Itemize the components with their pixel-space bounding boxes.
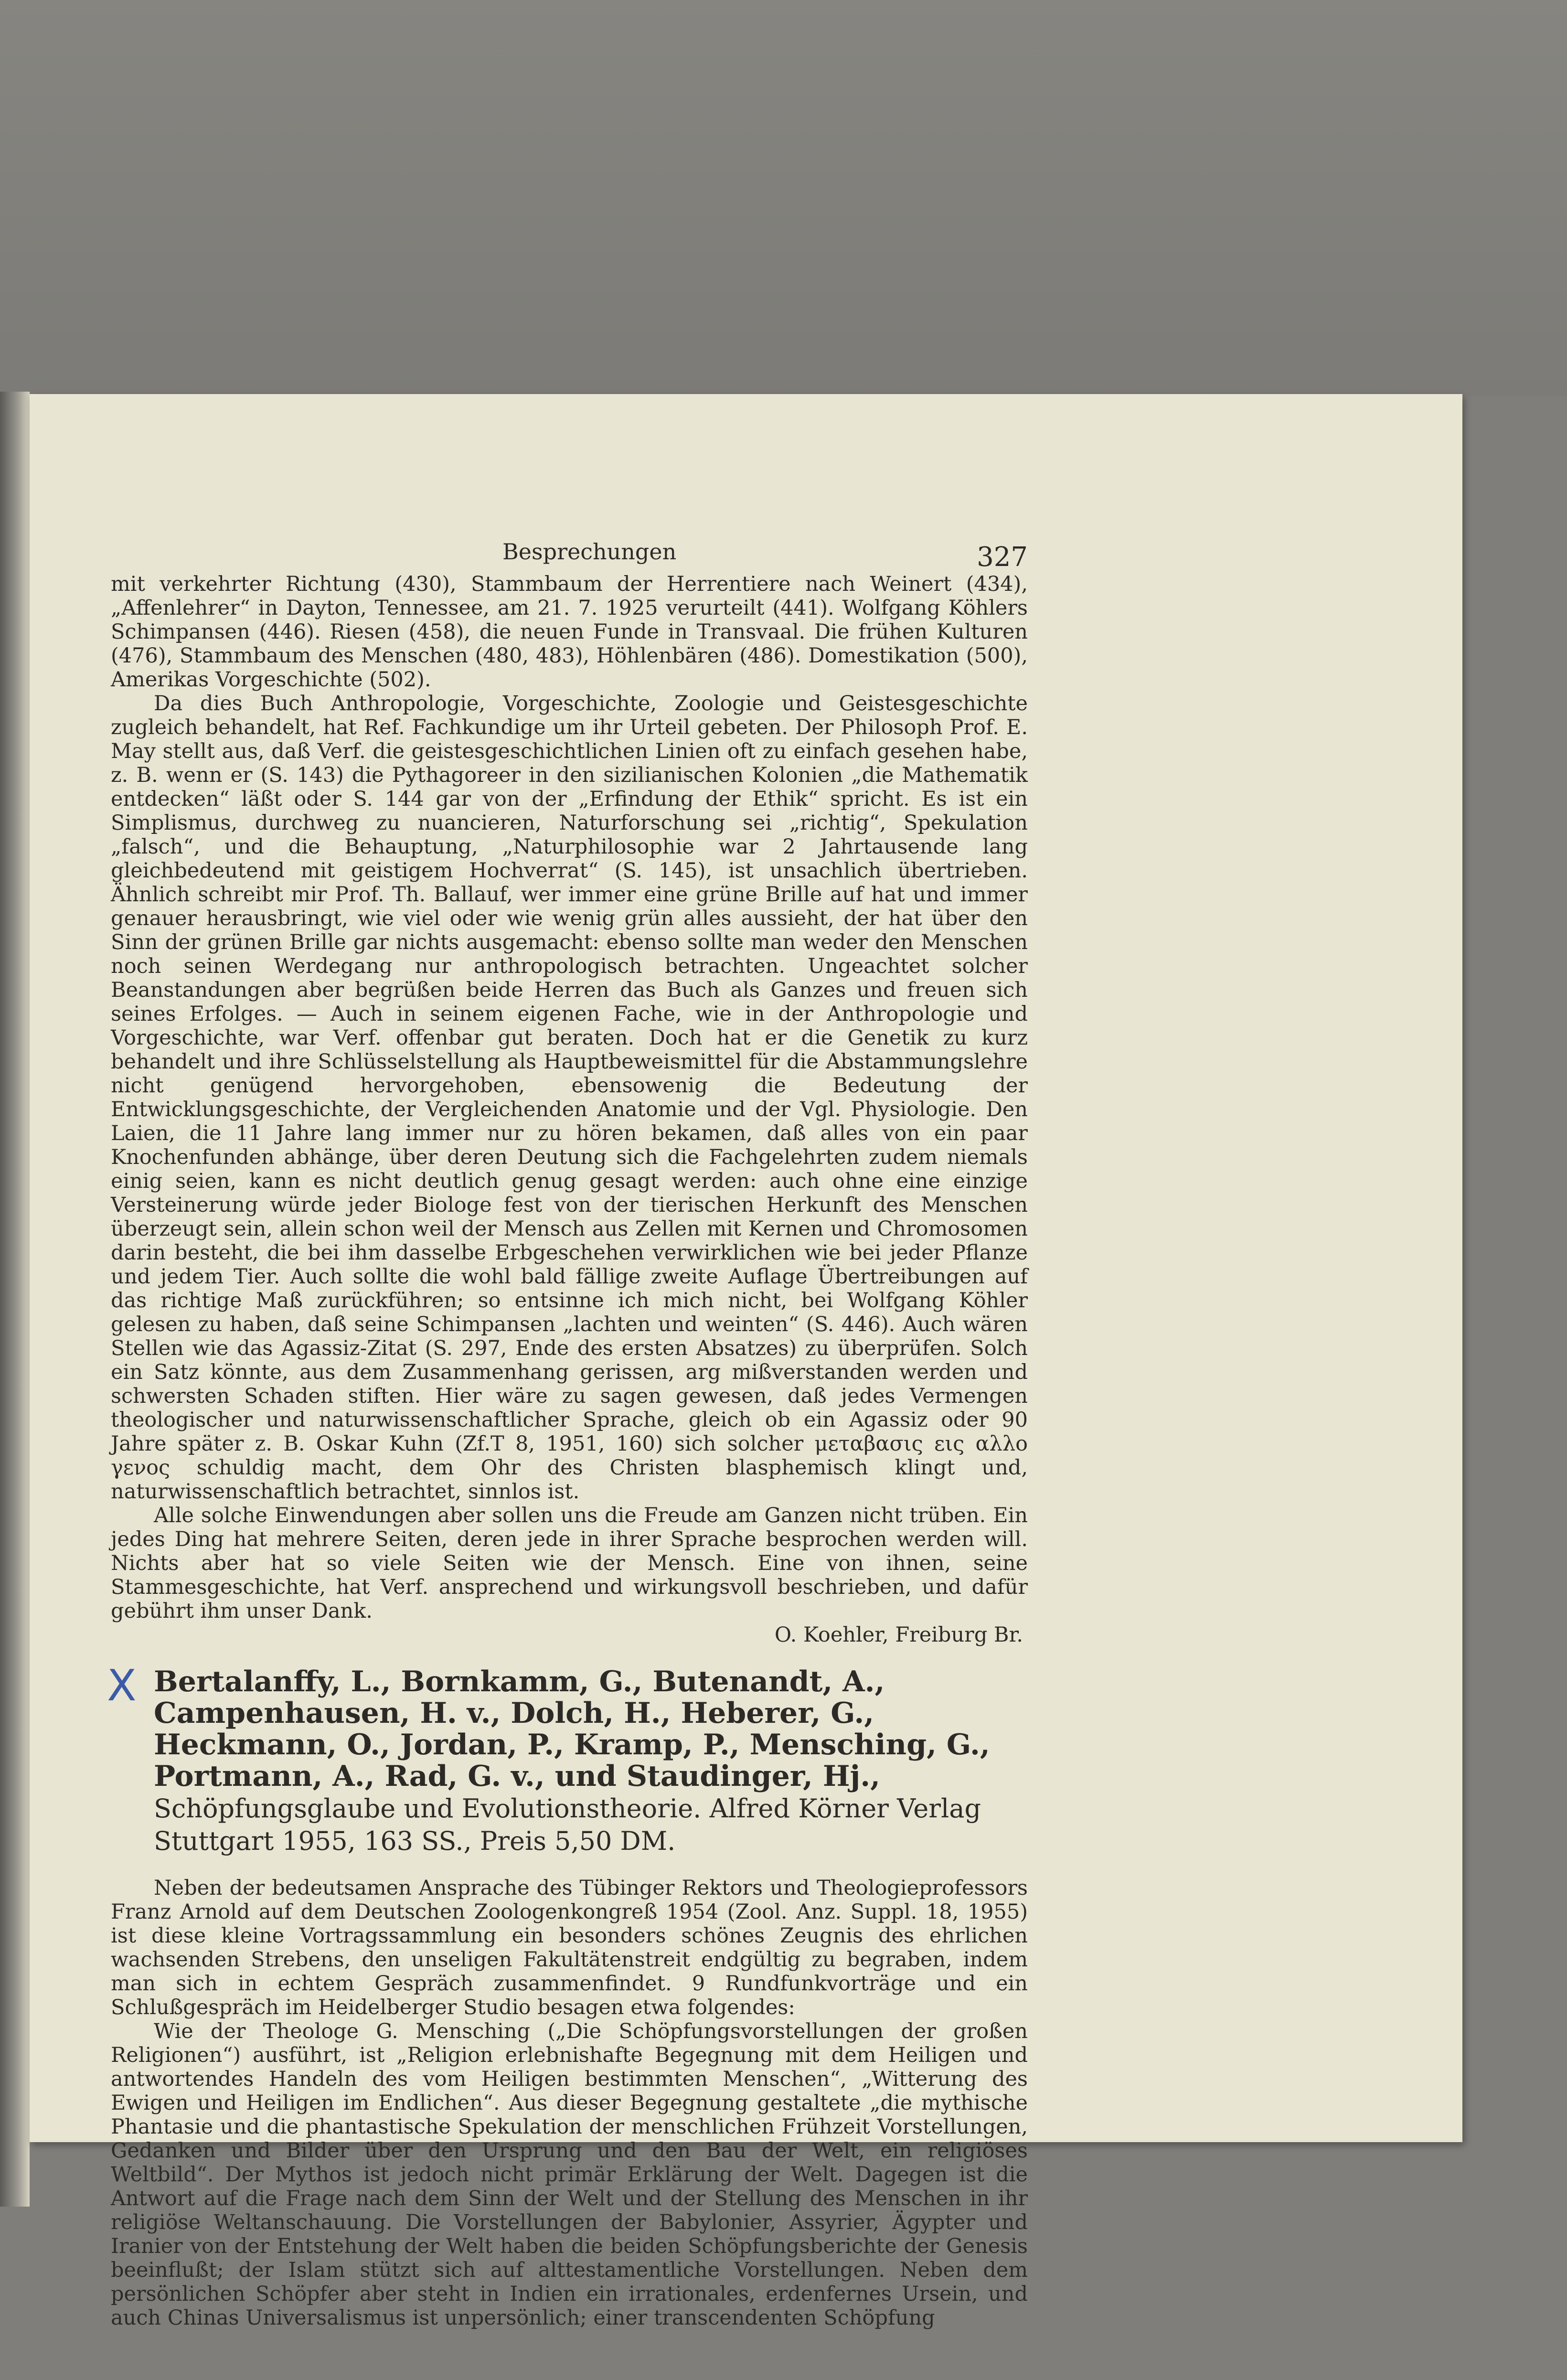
paragraph: Alle solche Einwendungen aber sollen uns die Freude am Ganzen nicht trüben. Ein jedes Ding hat mehrere Seiten, deren jede in ihrer Sprache besprochen werden will. Nichts aber hat so viele Seiten wie der Mensch. Eine von ihnen, seine Stammesgeschichte, hat Verf. ansprechend und wirkungsvoll beschrieben, und dafür gebührt ihm unser Dank.: [111, 1504, 1028, 1623]
paragraph: Wie der Theologe G. Mensching („Die Schöpfungsvorstellungen der großen Religionen“) ausführt, ist „Religion erlebnishafte Begegnung mit dem Heiligen und antwortendes Handeln des vom Heiligen bestimmten Menschen“, „Witterung des Ewigen und Heiligen im Endlichen“. Aus dieser Begegnung gestaltete „die mythische Phantasie und die phantastische Spekulation der menschlichen Frühzeit Vorstellungen, Gedanken und Bilder über den Ursprung und den Bau der Welt, ein religiöses Weltbild“. Der Mythos ist jedoch nicht primär Erklärung der Welt. Dagegen ist die Antwort auf die Frage nach dem Sinn der Welt und der Stellung des Menschen in ihr religiöse Weltanschauung. Die Vorstellungen der Babylonier, Assyrier, Ägypter und Iranier von der Entstehung der Welt haben die beiden Schöpfungsberichte der Genesis beeinflußt; der Islam stützt sich auf alttestamentliche Vorstellungen. Neben dem persönlichen Schöpfer aber steht in Indien ein irrationales, erdenfernes Ursein, und auch Chinas Universalismus ist unpersönlich; einer transcendenten Schöpfung: [111, 2019, 1028, 2330]
review-title: Schöpfungsglaube und Evolutionstheorie. Alfred Körner Verlag Stuttgart 1955, 163 SS., Preis 5,50 DM.: [154, 1793, 981, 1856]
review-heading: [107, 1661, 1028, 1857]
paragraph: Da dies Buch Anthropologie, Vorgeschichte, Zoologie und Geistesgeschichte zugleich behandelt, hat Ref. Fachkundige um ihr Urteil gebeten. Der Philosoph Prof. E. May stellt aus, daß Verf. die geistesgeschichtlichen Linien oft zu einfach gesehen habe, z. B. wenn er (S. 143) die Pythagoreer in den sizilianischen Kolonien „die Mathematik entdecken“ läßt oder S. 144 gar von der „Erfindung der Ethik“ spricht. Es ist ein Simplismus, durchweg zu nuancieren, Naturforschung sei „richtig“, Spekulation „falsch“, und die Behauptung, „Naturphilosophie war 2 Jahrtausende lang gleichbedeutend mit geistigem Hochverrat“ (S. 145), ist unsachlich übertrieben. Ähnlich schreibt mir Prof. Th. Ballauf, wer immer eine grüne Brille auf hat und immer genauer herausbringt, wie viel oder wie wenig grün alles aussieht, der hat über den Sinn der grünen Brille gar nichts ausgemacht: ebenso sollte man weder den Menschen noch seinen Werdegang nur anthropologisch betrachten. Ungeachtet solcher Beanstandungen aber begrüßen beide Herren das Buch als Ganzes und freuen sich seines Erfolges. — Auch in seinem eigenen Fache, wie in der Anthropologie und Vorgeschichte, war Verf. offenbar gut beraten. Doch hat er die Genetik zu kurz behandelt und ihre Schlüsselstellung als Hauptbeweismittel für die Abstammungslehre nicht genügend hervorgehoben, ebensowenig die Bedeutung der Entwicklungsgeschichte, der Vergleichenden Anatomie und der Vgl. Physiologie. Den Laien, die 11 Jahre lang immer nur zu hören bekamen, daß alles von ein paar Knochenfunden abhänge, über deren Deutung sich die Fachgelehrten zudem niemals einig seien, kann es nicht deutlich genug gesagt werden: auch ohne eine einzige Versteinerung würde jeder Biologe fest von der tierischen Herkunft des Menschen überzeugt sein, allein schon weil der Mensch aus Zellen mit Kernen und Chromosomen darin besteht, die bei ihm dasselbe Erbgeschehen verwirklichen wie bei jeder Pflanze und jedem Tier. Auch sollte die wohl bald fällige zweite Auflage Übertreibungen auf das richtige Maß zurückführen; so entsinne ich mich nicht, bei Wolfgang Köhler gelesen zu haben, daß seine Schimpansen „lachten und weinten“ (S. 446). Auch wären Stellen wie das Agassiz-Zitat (S. 297, Ende des ersten Absatzes) zu überprüfen. Solch ein Satz könnte, aus dem Zusammenhang gerissen, arg mißverstanden werden und schwersten Schaden stiften. Hier wäre zu sagen gewesen, daß jedes Vermengen theologischer und naturwissenschaftlicher Sprache, gleich ob ein Agassiz oder 90 Jahre später z. B. Oskar Kuhn (Zf.T 8, 1951, 160) sich solcher μεταβασις εις αλλο γενος schuldig macht, dem Ohr des Christen blasphemisch klingt und, naturwissenschaftlich betrachtet, sinnlos ist.: [111, 692, 1028, 1504]
paragraph: Neben der bedeutsamen Ansprache des Tübinger Rektors und Theologieprofessors Franz Arnold auf dem Deutschen Zoologenkongreß 1954 (Zool. Anz. Suppl. 18, 1955) ist diese kleine Vortragssammlung ein besonders schönes Zeugnis des ehrlichen wachsenden Strebens, den unseligen Fakultätenstreit endgültig zu begraben, indem man sich in echtem Gespräch zusammenfindet. 9 Rundfunkvorträge und ein Schlußgespräch im Heidelberger Studio besagen etwa folgendes:: [111, 1876, 1028, 2019]
facing-page-edge: [0, 392, 30, 2207]
reviewer-signature: O. Koehler, Freiburg Br.: [774, 1623, 1023, 1647]
handwritten-x-mark: X: [107, 1661, 137, 1711]
running-head: Besprechungen: [502, 539, 677, 565]
review-koehler: [111, 572, 1028, 1647]
review-authors: Bertalanffy, L., Bornkamm, G., Butenandt, A., Campenhausen, H. v., Dolch, H., Heberer, G., Heckmann, O., Jordan, P., Kramp, P., Mensching, G., Portmann, A., Rad, G. v., und Staudinger, Hj.,: [154, 1665, 990, 1793]
page-content: [107, 539, 1028, 2330]
review-schoepfungsglaube: [111, 1876, 1028, 2330]
page-header: [111, 539, 1028, 572]
scan-background: [0, 0, 1567, 396]
paragraph: mit verkehrter Richtung (430), Stammbaum der Herrentiere nach Weinert (434), „Affenlehrer“ in Dayton, Tennessee, am 21. 7. 1925 verurteilt (441). Wolfgang Köhlers Schimpansen (446). Riesen (458), die neuen Funde in Transvaal. Die frühen Kulturen (476), Stammbaum des Menschen (480, 483), Höhlenbären (486). Domestikation (500), Amerikas Vorgeschichte (502).: [111, 572, 1028, 692]
page-number: 327: [977, 542, 1028, 573]
